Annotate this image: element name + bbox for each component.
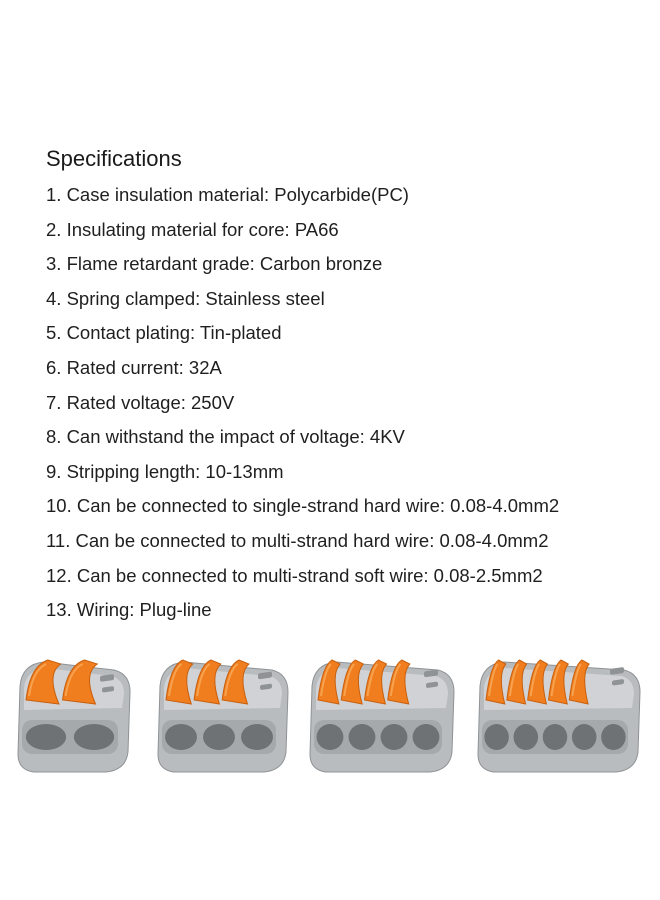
wire-hole-4 — [413, 724, 440, 750]
spec-item-10: 10. Can be connected to single-strand hard wire: 0.08-4.0mm2 — [46, 495, 560, 517]
wire-hole-2 — [349, 724, 376, 750]
spec-item-7: 7. Rated voltage: 250V — [46, 391, 235, 413]
wire-hole-1 — [26, 724, 66, 750]
spec-item-4: 4. Spring clamped: Stainless steel — [46, 287, 325, 309]
connector-images — [14, 648, 646, 776]
spec-item-6: 6. Rated current: 32A — [46, 356, 222, 378]
wire-hole-3 — [543, 724, 568, 750]
wire-hole-3 — [381, 724, 408, 750]
connector-2-pole — [18, 660, 130, 772]
spec-item-9: 9. Stripping length: 10-13mm — [46, 460, 284, 482]
spec-item-13: 13. Wiring: Plug-line — [46, 599, 212, 621]
wire-hole-4 — [572, 724, 597, 750]
spec-item-2: 2. Insulating material for core: PA66 — [46, 218, 339, 240]
wire-hole-5 — [601, 724, 626, 750]
wire-hole-1 — [317, 724, 344, 750]
wire-hole-2 — [203, 724, 235, 750]
specifications-section — [46, 142, 646, 628]
wire-hole-2 — [514, 724, 539, 750]
wire-hole-3 — [241, 724, 273, 750]
connector-5-pole — [478, 660, 640, 772]
connector-product-row — [14, 648, 646, 776]
spec-item-3: 3. Flame retardant grade: Carbon bronze — [46, 253, 383, 275]
spec-item-5: 5. Contact plating: Tin-plated — [46, 322, 282, 344]
specifications-list — [46, 178, 646, 628]
wire-hole-1 — [165, 724, 197, 750]
wire-hole-2 — [74, 724, 114, 750]
wire-hole-1 — [484, 724, 509, 750]
spec-item-12: 12. Can be connected to multi-strand soft wire: 0.08-2.5mm2 — [46, 564, 543, 586]
connector-4-pole — [310, 660, 454, 772]
specifications-title: Specifications — [46, 146, 182, 171]
spec-item-11: 11. Can be connected to multi-strand hard wire: 0.08-4.0mm2 — [46, 529, 549, 551]
connector-3-pole — [158, 660, 288, 772]
spec-item-8: 8. Can withstand the impact of voltage: 4KV — [46, 426, 405, 448]
spec-item-1: 1. Case insulation material: Polycarbide(PC) — [46, 184, 409, 205]
